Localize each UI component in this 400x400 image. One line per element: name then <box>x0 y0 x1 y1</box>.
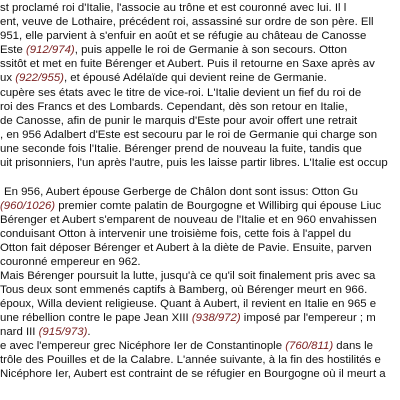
text-run: imposé par l'empereur ; m <box>240 312 376 324</box>
text-run: uit prisonniers, l'un après l'autre, puis les laisse partir libres. L'Italie est occup <box>0 157 388 169</box>
text-run: e avec l'empereur grec Nicéphore Ier de Constantinople <box>0 340 286 352</box>
date-range-italic: (912/974) <box>25 44 75 56</box>
text-line <box>0 312 376 325</box>
text-line <box>0 72 327 85</box>
text-run: Nicéphore Ier, Aubert est contraint de se réfugier en Bourgogne où il meurt a <box>0 368 386 380</box>
text-run: , en 956 Adalbert d'Este est secouru par le roi de Germanie qui charge son <box>0 129 378 141</box>
text-line <box>0 200 381 213</box>
text-line <box>0 284 367 297</box>
text-run: , et épousé Adélaïde qui devient reine de Germanie. <box>63 72 327 84</box>
text-run: . <box>87 326 91 338</box>
text-line <box>0 354 381 367</box>
text-run: une rébellion contre le pape Jean XIII <box>0 312 192 324</box>
text-line <box>0 340 373 353</box>
text-line <box>0 157 388 170</box>
text-run: st proclamé roi d'Italie, l'associe au trône et est couronné avec lui. Il l <box>0 2 347 14</box>
text-line <box>0 58 375 71</box>
text-run: Otton fait déposer Bérenger et Aubert à la diète de Pavie. Ensuite, parven <box>0 242 372 254</box>
date-range-italic: (938/972) <box>191 312 241 324</box>
text-run: trôle des Pouilles et de la Calabre. L'année suivante, à la fin des hostilités e <box>0 354 381 366</box>
text-line <box>0 242 372 255</box>
text-line <box>0 87 361 100</box>
text-line <box>0 30 366 43</box>
text-run: ent, veuve de Lothaire, précédent roi, assassiné sur ordre de son père. Ell <box>0 16 374 28</box>
text-run: 951, elle parvient à s'enfuir en août et se réfugie au château de Canosse <box>0 30 367 42</box>
text-line <box>0 298 376 311</box>
text-run: Este <box>0 44 26 56</box>
text-run: cupère ses états avec le titre de vice-roi. L'Italie devient un fief du roi de <box>0 87 362 99</box>
text-run: nard III <box>0 326 39 338</box>
text-run: premier comte palatin de Bourgogne et Willibirg qui épouse Liuc <box>55 200 382 212</box>
text-line <box>0 326 91 339</box>
text-line <box>0 368 386 381</box>
text-run: une seconde fois l'Italie. Bérenger prend de nouveau la fuite, tandis que <box>0 143 362 155</box>
date-range-italic: (760/811) <box>285 340 334 352</box>
text-line <box>4 186 358 199</box>
date-range-italic: (960/1026) <box>0 200 56 212</box>
date-range-italic: (915/973) <box>38 326 88 338</box>
text-line <box>0 101 348 114</box>
text-line <box>0 143 362 156</box>
text-line <box>0 115 357 128</box>
text-line <box>0 16 374 29</box>
text-run: roi des Francs et des Lombards. Cependant, dès son retour en Italie, <box>0 101 348 113</box>
text-run: conduisant Otton à intervenir une troisième fois, cette fois à l'appel du <box>0 228 352 240</box>
text-run: époux, Willa devient religieuse. Quant à Aubert, il revient en Italie en 965 e <box>0 298 377 310</box>
text-line <box>0 256 141 269</box>
text-run: Bérenger et Aubert s'emparent de nouveau de l'Italie et en 960 envahissen <box>0 214 377 226</box>
text-line <box>0 228 351 241</box>
text-line <box>0 2 346 15</box>
text-run: En 956, Aubert épouse Gerberge de Châlon dont sont issus: Otton Gu <box>4 186 358 198</box>
text-run: ssitôt et met en fuite Bérenger et Aubert. Puis il retourne en Saxe après av <box>0 58 375 70</box>
text-run: de Canosse, afin de punir le marquis d'Este pour avoir offert une retrait <box>0 115 358 127</box>
text-line <box>0 214 377 227</box>
text-run: Tous deux sont emmenés captifs à Bamberg, où Bérenger meurt en 966. <box>0 284 368 296</box>
text-run: dans le <box>333 340 374 352</box>
text-run: couronné empereur en 962. <box>0 256 141 268</box>
text-run: ux <box>0 72 16 84</box>
text-line <box>0 44 347 57</box>
text-run: , puis appelle le roi de Germanie à son secours. Otton <box>74 44 347 56</box>
text-line <box>0 270 375 283</box>
date-range-italic: (922/955) <box>15 72 64 84</box>
text-run: Mais Bérenger poursuit la lutte, jusqu'à ce qu'il soit finalement pris avec sa <box>0 270 376 282</box>
text-line <box>0 129 377 142</box>
